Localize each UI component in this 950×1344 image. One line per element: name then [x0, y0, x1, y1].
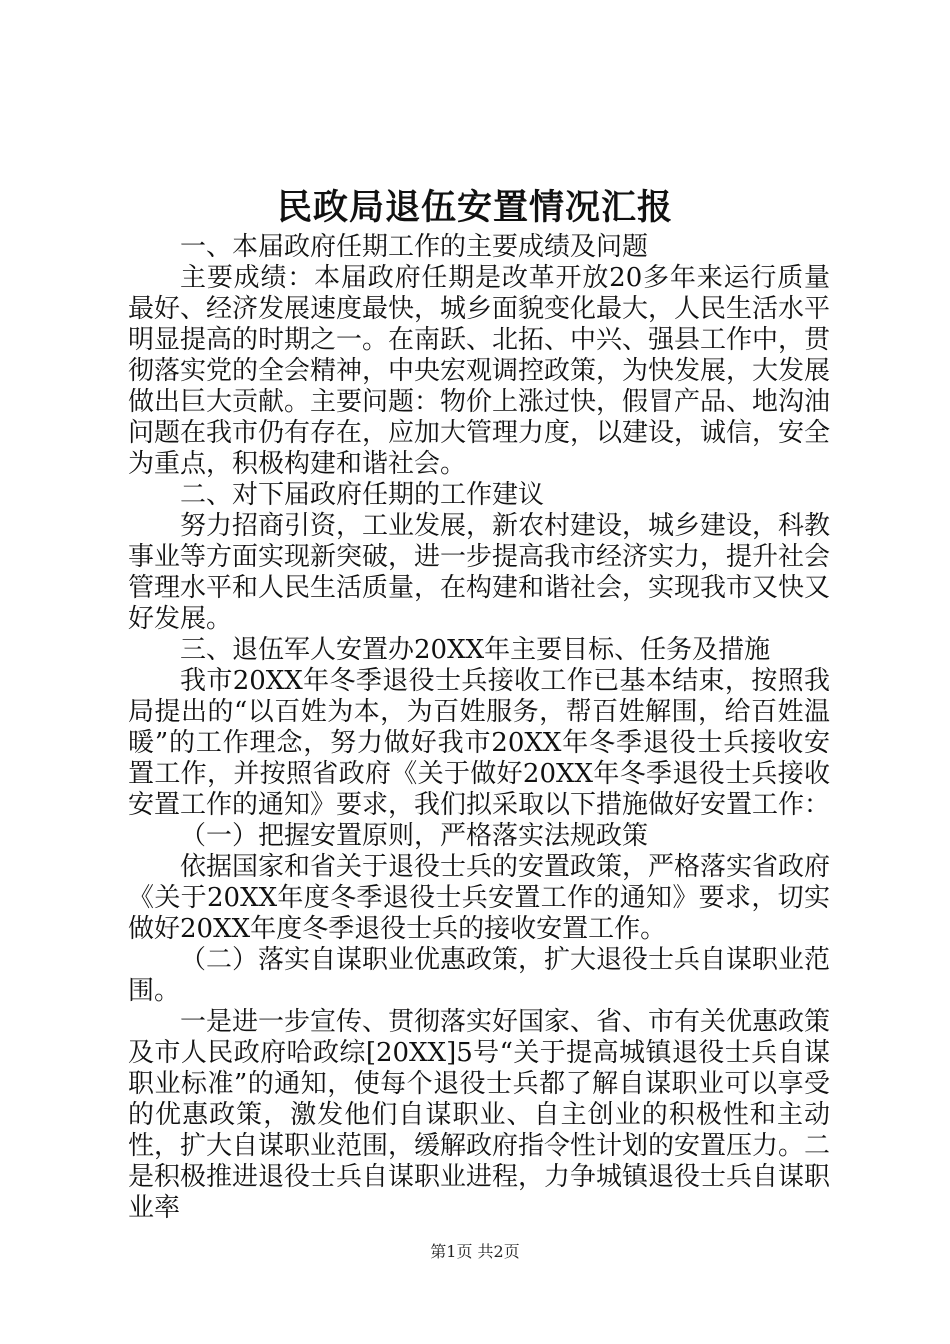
subsection-heading-2: （二）落实自谋职业优惠政策，扩大退役士兵自谋职业范围。: [128, 945, 831, 1006]
paragraph-achievements: 主要成绩：本届政府任期是改革开放20多年来运行质量最好、经济发展速度最快，城乡面貌变化最大，人民生活水平明显提高的时期之一。在南跃、北拓、中兴、强县工作中，贯彻落实党的全会精神，中央宏观调控政策，为快发展，大发展做出巨大贡献。主要问题：物价上涨过快，假冒产品、地沟油问题在我市仍有存在，应加大管理力度，以建设，诚信，安全为重点，积极构建和谐社会。: [128, 263, 831, 479]
paragraph-policy: 依据国家和省关于退役士兵的安置政策，严格落实省政府《关于20XX年度冬季退役士兵安置工作的通知》要求，切实做好20XX年度冬季退役士兵的接收安置工作。: [128, 852, 831, 944]
paragraph-suggestions: 努力招商引资，工业发展，新农村建设，城乡建设，科教事业等方面实现新突破，进一步提高我市经济实力，提升社会管理水平和人民生活质量，在构建和谐社会，实现我市又快又好发展。: [128, 511, 831, 634]
paragraph-reception: 我市20XX年冬季退役士兵接收工作已基本结束，按照我局提出的“以百姓为本，为百姓服务，帮百姓解围，给百姓温暖”的工作理念，努力做好我市20XX年冬季退役士兵接收安置工作，并按照省政府《关于做好20XX年冬季退役士兵接收安置工作的通知》要求，我们拟采取以下措施做好安置工作：: [128, 666, 831, 820]
paragraph-self-employment: 一是进一步宣传、贯彻落实好国家、省、市有关优惠政策及市人民政府哈政综[20XX]5号“关于提高城镇退役士兵自谋职业标准”的通知，使每个退役士兵都了解自谋职业可以享受的优惠政策，激发他们自谋职业、自主创业的积极性和主动性，扩大自谋职业范围，缓解政府指令性计划的安置压力。二是积极推进退役士兵自谋职业进程，力争城镇退役士兵自谋职业率: [128, 1007, 831, 1223]
document-body: [128, 232, 830, 1224]
section-heading-2: 二、对下届政府任期的工作建议: [180, 480, 545, 510]
subsection-heading-1: （一）把握安置原则，严格落实法规政策: [180, 821, 649, 851]
section-heading-1: 一、本届政府任期工作的主要成绩及问题: [180, 232, 649, 262]
page-footer: 第1页 共2页: [430, 1242, 520, 1261]
document-title: 民政局退伍安置情况汇报: [276, 187, 673, 228]
section-heading-3: 三、退伍军人安置办20XX年主要目标、任务及措施: [180, 635, 771, 665]
